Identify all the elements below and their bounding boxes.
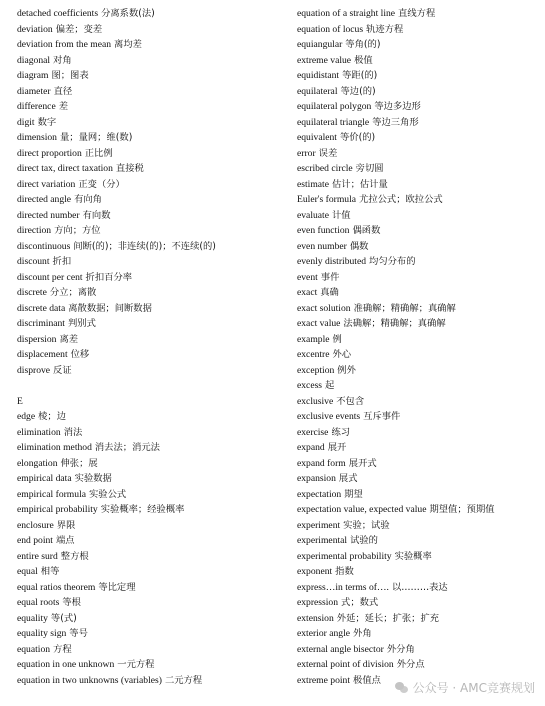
chinese-term: 折扣 <box>52 256 72 267</box>
english-term: equal roots <box>17 597 60 608</box>
english-term: equidistant <box>297 70 340 81</box>
glossary-entry <box>17 285 282 301</box>
glossary-entry <box>17 471 282 487</box>
chinese-term: 整方根 <box>60 550 89 562</box>
glossary-entry <box>17 657 282 673</box>
chinese-term: 离散数据；间断数据 <box>68 302 152 314</box>
glossary-entry <box>297 394 542 410</box>
chinese-term: 有向角 <box>74 194 102 205</box>
english-term: equal ratios theorem <box>17 581 96 593</box>
chinese-term: 例 <box>332 333 342 345</box>
glossary-entry <box>297 502 542 518</box>
glossary-entry <box>297 378 542 394</box>
glossary-entry <box>17 440 282 456</box>
chinese-term: 等价(的) <box>339 132 376 143</box>
chinese-term: 等(式) <box>50 612 77 624</box>
english-term: digit <box>17 116 35 128</box>
glossary-entry <box>297 316 542 332</box>
english-term: discount per cent <box>17 271 83 283</box>
chinese-term: 外角 <box>353 628 372 639</box>
english-term: extreme value <box>297 54 352 66</box>
chinese-term: 旁切圆 <box>355 163 384 174</box>
glossary-entry <box>297 68 542 84</box>
chinese-term: 消法 <box>63 426 83 438</box>
blank-line <box>17 378 282 394</box>
chinese-term: 事件 <box>320 271 340 283</box>
english-term: exterior angle <box>297 628 351 639</box>
english-term: expectation <box>297 488 342 500</box>
english-term: elimination <box>17 426 61 438</box>
chinese-term: 等角(的) <box>345 39 381 50</box>
chinese-term: 等号 <box>69 628 88 639</box>
english-term: detached coefficients <box>17 8 99 19</box>
chinese-term: 偏差；变差 <box>55 23 103 35</box>
glossary-entry <box>297 642 542 658</box>
glossary-entry <box>297 37 542 53</box>
english-term: equivalent <box>297 132 337 143</box>
chinese-term: 实验概率；经验概率 <box>100 504 185 515</box>
glossary-entry <box>297 146 542 162</box>
chinese-term: 轨迹方程 <box>366 23 404 35</box>
chinese-term: 等边三角形 <box>372 116 419 128</box>
glossary-entry <box>297 223 542 239</box>
english-term: equation in one unknown <box>17 659 115 670</box>
chinese-term: 正比例 <box>84 147 113 159</box>
glossary-entry <box>297 595 542 611</box>
glossary-entry <box>17 22 282 38</box>
glossary-entry <box>17 611 282 627</box>
english-term: empirical probability <box>17 504 98 515</box>
chinese-term: 等比定理 <box>98 581 136 593</box>
chinese-term: 准确解；精确解；真确解 <box>353 302 456 314</box>
glossary-entry <box>297 270 542 286</box>
chinese-term: 判别式 <box>67 318 96 329</box>
english-term: expand form <box>297 457 346 469</box>
chinese-term: 以………表达 <box>391 581 448 593</box>
english-term: equality <box>17 612 48 624</box>
glossary-entry <box>17 68 282 84</box>
english-term: elimination method <box>17 442 92 453</box>
chinese-term: 互斥事件 <box>363 411 401 422</box>
english-term: experimental probability <box>297 550 392 562</box>
english-term: evenly distributed <box>297 256 367 267</box>
chinese-term: 展式 <box>338 473 358 484</box>
english-term: extension <box>297 612 334 624</box>
glossary-entry <box>297 440 542 456</box>
glossary-entry <box>17 502 282 518</box>
english-term: discount <box>17 256 50 267</box>
english-term: experimental <box>297 535 348 546</box>
chinese-term: 均匀分布的 <box>369 256 416 267</box>
english-term: direct variation <box>17 178 76 190</box>
chinese-term: 展开 <box>327 442 347 453</box>
english-term: discontinuous <box>17 240 71 252</box>
chinese-term: 分离系数(法) <box>101 8 155 19</box>
english-term: direct tax, direct taxation <box>17 163 113 174</box>
english-term: deviation from the mean <box>17 39 112 50</box>
english-term: exact <box>297 287 318 298</box>
chinese-term: 方程 <box>53 643 72 655</box>
glossary-entry <box>17 580 282 596</box>
glossary-entry <box>297 53 542 69</box>
glossary-entry <box>297 161 542 177</box>
chinese-term: 外分点 <box>396 659 425 670</box>
english-term: escribed circle <box>297 163 353 174</box>
glossary-entry <box>17 146 282 162</box>
glossary-entry <box>297 549 542 565</box>
english-term: empirical formula <box>17 488 86 500</box>
glossary-entry <box>297 332 542 348</box>
glossary-entry <box>297 487 542 503</box>
chinese-term: 极值点 <box>353 674 381 686</box>
chinese-term: 真确 <box>320 287 339 298</box>
chinese-term: 折扣百分率 <box>85 271 133 283</box>
glossary-entry <box>297 254 542 270</box>
chinese-term: 等边多边形 <box>374 101 421 112</box>
glossary-entry <box>297 115 542 131</box>
english-term: difference <box>17 101 56 112</box>
chinese-term: 式；数式 <box>341 597 379 608</box>
glossary-entry <box>297 22 542 38</box>
english-term: equiangular <box>297 39 343 50</box>
chinese-term: 误差 <box>318 147 338 159</box>
chinese-term: 差 <box>58 101 69 112</box>
glossary-entry <box>17 332 282 348</box>
glossary-entry <box>297 177 542 193</box>
english-term: Euler's formula <box>297 194 357 205</box>
english-term: external angle bisector <box>297 643 384 655</box>
glossary-entry <box>17 161 282 177</box>
glossary-entry <box>17 6 282 22</box>
chinese-term: 外分角 <box>386 643 415 655</box>
glossary-entry <box>297 409 542 425</box>
english-term: excess <box>297 380 323 391</box>
english-term: error <box>297 147 316 159</box>
chinese-term: 不包含 <box>336 395 365 407</box>
glossary-entry <box>17 316 282 332</box>
chinese-term: 起 <box>325 380 335 391</box>
chinese-term: 试验的 <box>350 535 378 546</box>
watermark-text: 公众号 · AMC竞赛规划 <box>412 681 535 695</box>
glossary-entry <box>17 425 282 441</box>
chinese-term: 等根 <box>62 597 81 608</box>
chinese-term: 展开式 <box>348 457 377 469</box>
glossary-entry <box>17 347 282 363</box>
chinese-term: 对角 <box>53 54 72 66</box>
glossary-entry <box>17 239 282 255</box>
glossary-entry <box>17 223 282 239</box>
glossary-entry <box>297 192 542 208</box>
glossary-entry <box>17 115 282 131</box>
chinese-term: 伸张；展 <box>60 457 98 469</box>
english-term: expansion <box>297 473 336 484</box>
glossary-entry <box>297 301 542 317</box>
glossary-entry <box>297 208 542 224</box>
english-term: directed number <box>17 209 80 221</box>
chinese-term: 实验；试验 <box>343 519 390 531</box>
chinese-term: 棱；边 <box>38 411 67 422</box>
chinese-term: 端点 <box>55 535 75 546</box>
left-column <box>17 6 282 688</box>
glossary-entry <box>17 487 282 503</box>
chinese-term: 计值 <box>331 209 351 221</box>
glossary-entry <box>17 177 282 193</box>
chinese-term: 直线方程 <box>398 8 436 19</box>
english-term: equality sign <box>17 628 67 639</box>
chinese-term: 实验公式 <box>89 488 127 500</box>
english-term: equilateral triangle <box>297 116 370 128</box>
english-term: event <box>297 271 318 283</box>
chinese-term: 偶数 <box>349 240 369 252</box>
glossary-entry <box>297 99 542 115</box>
chinese-term: 等边(的) <box>340 85 376 97</box>
english-term: enclosure <box>17 519 54 531</box>
english-term: equation of locus <box>297 23 364 35</box>
english-term: equilateral polygon <box>297 101 372 112</box>
chinese-term: 外心 <box>332 349 352 360</box>
english-term: example <box>297 333 330 345</box>
english-term: dimension <box>17 132 57 143</box>
english-term: direction <box>17 225 52 236</box>
glossary-entry <box>297 363 542 379</box>
glossary-entry <box>297 580 542 596</box>
glossary-entry <box>17 99 282 115</box>
english-term: experiment <box>297 519 341 531</box>
chinese-term: 图；图表 <box>51 70 89 81</box>
english-term: equation in two unknowns (variables) <box>17 674 162 686</box>
glossary-entry <box>17 270 282 286</box>
right-column <box>297 6 542 688</box>
glossary-entry <box>17 456 282 472</box>
english-term: direct proportion <box>17 147 82 159</box>
english-term: evaluate <box>297 209 329 221</box>
chinese-term: 法确解；精确解；真确解 <box>343 318 446 329</box>
english-term: diagram <box>17 70 49 81</box>
glossary-entry <box>17 130 282 146</box>
chinese-term: 离差 <box>59 333 79 345</box>
glossary-entry <box>297 285 542 301</box>
glossary-entry <box>297 533 542 549</box>
english-term: equation of a straight line <box>297 8 396 19</box>
chinese-term: 方向；方位 <box>54 225 101 236</box>
glossary-entry <box>17 549 282 565</box>
chinese-term: 练习 <box>331 426 351 438</box>
glossary-entry <box>17 673 282 689</box>
english-term: extreme point <box>297 674 351 686</box>
english-term: dispersion <box>17 333 57 345</box>
english-term: equation <box>17 643 51 655</box>
glossary-entry <box>17 564 282 580</box>
glossary-entry <box>17 192 282 208</box>
chinese-term: 直接税 <box>115 163 144 174</box>
english-term: external point of division <box>297 659 394 670</box>
glossary-entry <box>17 626 282 642</box>
english-term: express…in terms of…. <box>297 581 389 593</box>
chinese-term: 极值 <box>354 54 373 66</box>
english-term: even function <box>297 225 350 236</box>
glossary-entry <box>297 6 542 22</box>
glossary-entry <box>17 208 282 224</box>
chinese-term: 消去法；消元法 <box>94 442 160 453</box>
english-term: displacement <box>17 349 68 360</box>
glossary-entry <box>17 642 282 658</box>
glossary-entry <box>17 409 282 425</box>
chinese-term: 例外 <box>337 364 356 376</box>
chinese-term: 正变（分） <box>78 178 125 190</box>
english-term: end point <box>17 535 53 546</box>
english-term: even number <box>297 240 347 252</box>
chinese-term: 离均差 <box>114 39 142 50</box>
english-term: empirical data <box>17 473 72 484</box>
glossary-entry <box>17 84 282 100</box>
chinese-term: 二元方程 <box>164 674 203 686</box>
chinese-term: 量；量网；维(数) <box>59 132 133 143</box>
glossary-entry <box>297 657 542 673</box>
english-term: expectation value, expected value <box>297 504 427 515</box>
english-term: excentre <box>297 349 330 360</box>
english-term: exclusive <box>297 395 334 407</box>
chinese-term: 反证 <box>53 364 72 376</box>
chinese-term: 估计；估计量 <box>331 178 388 190</box>
glossary-entry <box>17 518 282 534</box>
english-term: exact value <box>297 318 341 329</box>
glossary-entry <box>297 471 542 487</box>
chinese-term: 直径 <box>53 85 73 97</box>
glossary-entry <box>17 363 282 379</box>
glossary-entry <box>17 595 282 611</box>
glossary-entry <box>17 53 282 69</box>
chinese-term: 尤拉公式；欧拉公式 <box>359 194 443 205</box>
chinese-term: 分立；离散 <box>49 287 97 298</box>
chinese-term: 间断(的)；非连续(的)；不连续(的) <box>73 240 216 252</box>
chinese-term: 数字 <box>37 116 57 128</box>
chinese-term: 指数 <box>335 566 354 577</box>
english-term: equal <box>17 566 38 577</box>
chinese-term: 期望值；预期值 <box>429 504 495 515</box>
glossary-entry <box>17 254 282 270</box>
glossary-entry <box>297 626 542 642</box>
chinese-term: 实验数据 <box>74 473 112 484</box>
glossary-entry <box>297 611 542 627</box>
chinese-term: 实验概率 <box>394 550 432 562</box>
english-term: entire surd <box>17 550 58 562</box>
glossary-entry <box>17 37 282 53</box>
english-term: exact solution <box>297 302 351 314</box>
glossary-entry <box>297 456 542 472</box>
watermark <box>395 679 535 696</box>
english-term: E <box>17 395 23 407</box>
glossary-entry <box>17 301 282 317</box>
english-term: exponent <box>297 566 333 577</box>
english-term: directed angle <box>17 194 72 205</box>
glossary-entry <box>297 518 542 534</box>
english-term: expression <box>297 597 339 608</box>
english-term: elongation <box>17 457 58 469</box>
english-term: disprove <box>17 364 51 376</box>
english-term: exception <box>297 364 335 376</box>
glossary-entry <box>297 130 542 146</box>
chinese-term: 外延；延长；扩张；扩充 <box>336 612 440 624</box>
chinese-term: 一元方程 <box>117 659 155 670</box>
glossary-entry <box>297 425 542 441</box>
chinese-term: 界限 <box>56 519 76 531</box>
english-term: discriminant <box>17 318 65 329</box>
chinese-term: 等距(的) <box>342 70 378 81</box>
english-term: diagonal <box>17 54 51 66</box>
english-term: deviation <box>17 23 53 35</box>
section-letter <box>17 394 282 410</box>
english-term: equilateral <box>297 85 338 97</box>
english-term: expand <box>297 442 325 453</box>
english-term: exercise <box>297 426 329 438</box>
wechat-icon <box>395 682 409 694</box>
english-term: estimate <box>297 178 329 190</box>
english-term: edge <box>17 411 36 422</box>
glossary-entry <box>297 564 542 580</box>
english-term: discrete <box>17 287 47 298</box>
glossary-entry <box>297 347 542 363</box>
chinese-term: 期望 <box>344 488 363 500</box>
chinese-term: 偶函数 <box>352 225 381 236</box>
glossary-entry <box>297 84 542 100</box>
english-term: exclusive events <box>297 411 361 422</box>
glossary-entry <box>17 533 282 549</box>
glossary-entry <box>297 239 542 255</box>
english-term: discrete data <box>17 302 66 314</box>
chinese-term: 有向数 <box>82 209 111 221</box>
english-term: diameter <box>17 85 51 97</box>
chinese-term: 相等 <box>40 566 60 577</box>
chinese-term: 位移 <box>70 349 90 360</box>
